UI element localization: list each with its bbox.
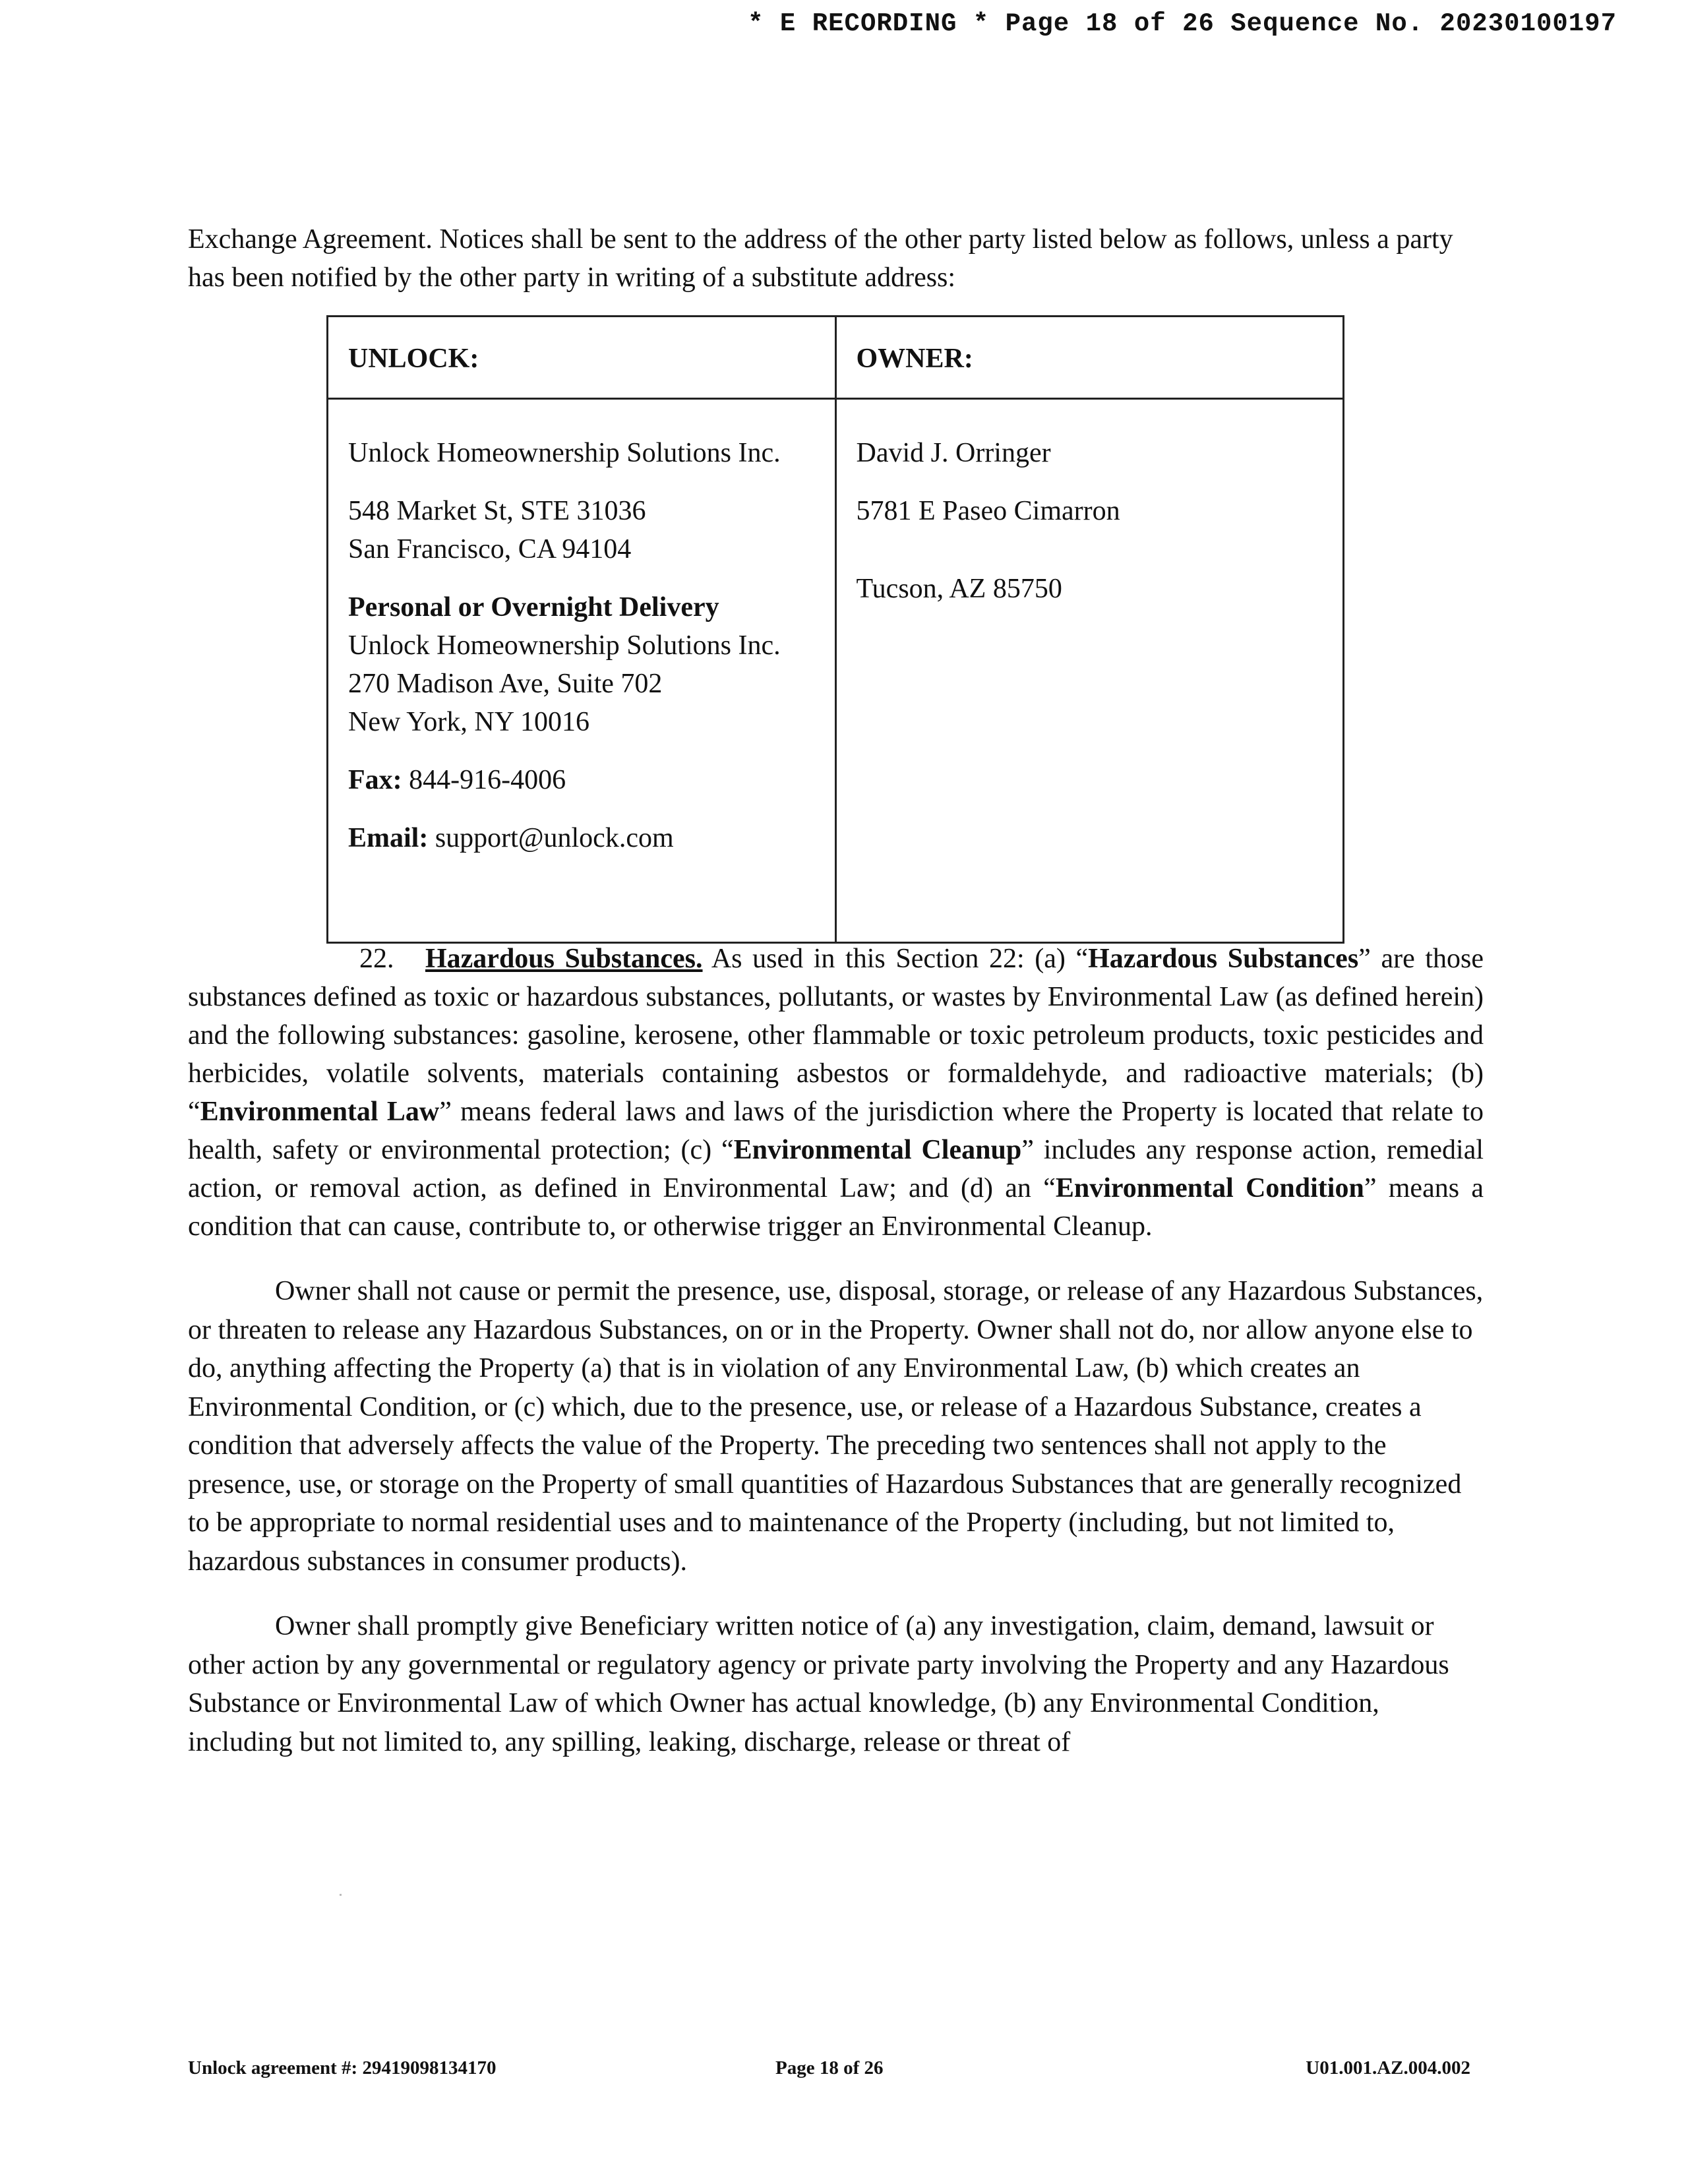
delivery-company: Unlock Homeownership Solutions Inc. [348, 630, 781, 661]
unlock-address-line2: San Francisco, CA 94104 [348, 534, 632, 564]
footer-page-current: 18 [819, 2057, 839, 2078]
owner-name: David J. Orringer [856, 438, 1051, 468]
section-number: 22. [359, 944, 394, 974]
section-text-3: ” means federal laws and laws of the jurisdiction where the Property is located that relate to health, safety or environmental protection; (c) “ [188, 1097, 1484, 1165]
intro-text: Exchange Agreement. Notices shall be sent to the address of the other party listed below as follows, unless a party has been notified by the other party in writing of a substitute address: [188, 224, 1453, 293]
notices-body-row [328, 399, 1344, 943]
owner-address-cell [835, 399, 1344, 943]
owner-address-line2: Tucson, AZ 85750 [856, 574, 1062, 604]
unlock-header: UNLOCK: [328, 317, 836, 399]
term-environmental-cleanup: Environmental Cleanup [733, 1135, 1022, 1165]
section-22-paragraph-2: Owner shall not cause or permit the presence, use, disposal, storage, or release of any Hazardous Substances, or threaten to release any Hazardous Substances, on or in the Property. Owner shall not do, nor allow anyone else to do, anything affecting the Property (a) that is in violation of any Environmental Law, (b) which creates an Environmental Condition, or (c) which, due to the presence, use, or release of a Hazardous Substance, creates a condition that adversely affects the value of the Property. The preceding two sentences shall not apply to the presence, use, or storage on the Property of small quantities of Hazardous Substances that are generally recognized to be appropriate to normal residential uses and to maintenance of the Property (including, but not limited to, hazardous substances in consumer products). [188, 1276, 1484, 1577]
scan-speck [340, 1894, 342, 1896]
email-value: support@unlock.com [435, 823, 674, 853]
section-title: Hazardous Substances. [425, 944, 703, 974]
section-22-definitions [188, 940, 1484, 1246]
stamp-of: of [1133, 9, 1166, 38]
stamp-sequence-label: Sequence No. [1230, 9, 1424, 38]
stamp-page-label: Page [1005, 9, 1070, 38]
footer-doc-code: U01.001.AZ.004.002 [1306, 2057, 1470, 2078]
recording-stamp [748, 9, 1617, 38]
fax-value: 844-916-4006 [409, 765, 566, 795]
owner-header: OWNER: [835, 317, 1344, 399]
email-label: Email: [348, 823, 429, 853]
term-hazardous-substances: Hazardous Substances [1088, 944, 1359, 974]
unlock-address-cell [328, 399, 836, 943]
email-line [348, 819, 815, 857]
section-text-2: ” are those substances defined as toxic or hazardous substances, pollutants, or wastes by Environmental Law (as defined herein) and the following substances: gasoline, kerosene, other flammable or toxic petroleum products, toxic pesticides and herbicides, volatile solvents, materials containing asbestos or formaldehyde, and radioactive materials; (b) “ [188, 944, 1484, 1127]
stamp-label: * E RECORDING * [748, 9, 990, 38]
delivery-label: Personal or Overnight Delivery [348, 592, 719, 622]
intro-paragraph [188, 220, 1484, 297]
fax-line [348, 761, 815, 799]
delivery-address-line2: New York, NY 10016 [348, 707, 589, 737]
fax-label: Fax: [348, 765, 402, 795]
term-environmental-condition: Environmental Condition [1055, 1173, 1364, 1203]
footer-agreement-label: Unlock agreement #: [188, 2057, 358, 2078]
notices-table [326, 315, 1344, 944]
section-text-4: ” includes any response action, remedial action, or removal action, as defined in Environmental Law; and (d) an “ [188, 1135, 1484, 1203]
section-22-paragraph-3: Owner shall promptly give Beneficiary written notice of (a) any investigation, claim, demand, lawsuit or other action by any governmental or regulatory agency or private party involving the Property and any Hazardous Substance or Environmental Law of which Owner has actual knowledge, (b) any Environmental Condition, including but not limited to, any spilling, leaking, discharge, release or threat of [188, 1611, 1449, 1757]
section-text-1: As used in this Section 22: (a) “ [702, 944, 1089, 974]
footer-page-total: 26 [864, 2057, 884, 2078]
unlock-address-line1: 548 Market St, STE 31036 [348, 496, 646, 526]
footer-page-of: of [843, 2057, 860, 2078]
owner-address-line1: 5781 E Paseo Cimarron [856, 496, 1120, 526]
stamp-sequence-number: 20230100197 [1439, 9, 1617, 38]
notices-header-row [328, 317, 1344, 399]
footer-page-number [775, 2057, 884, 2079]
footer-agreement-number [188, 2057, 496, 2079]
section-text-5: ” means a condition that can cause, contribute to, or otherwise trigger an Environmental Cleanup. [188, 1173, 1484, 1242]
section-22 [188, 940, 1484, 1761]
delivery-address-line1: 270 Madison Ave, Suite 702 [348, 669, 663, 699]
footer-page-label: Page [775, 2057, 815, 2078]
term-environmental-law: Environmental Law [200, 1097, 440, 1127]
stamp-page-total: 26 [1182, 9, 1215, 38]
unlock-company: Unlock Homeownership Solutions Inc. [348, 438, 781, 468]
footer-agreement-value: 29419098134170 [362, 2057, 497, 2078]
stamp-page-number: 18 [1085, 9, 1118, 38]
